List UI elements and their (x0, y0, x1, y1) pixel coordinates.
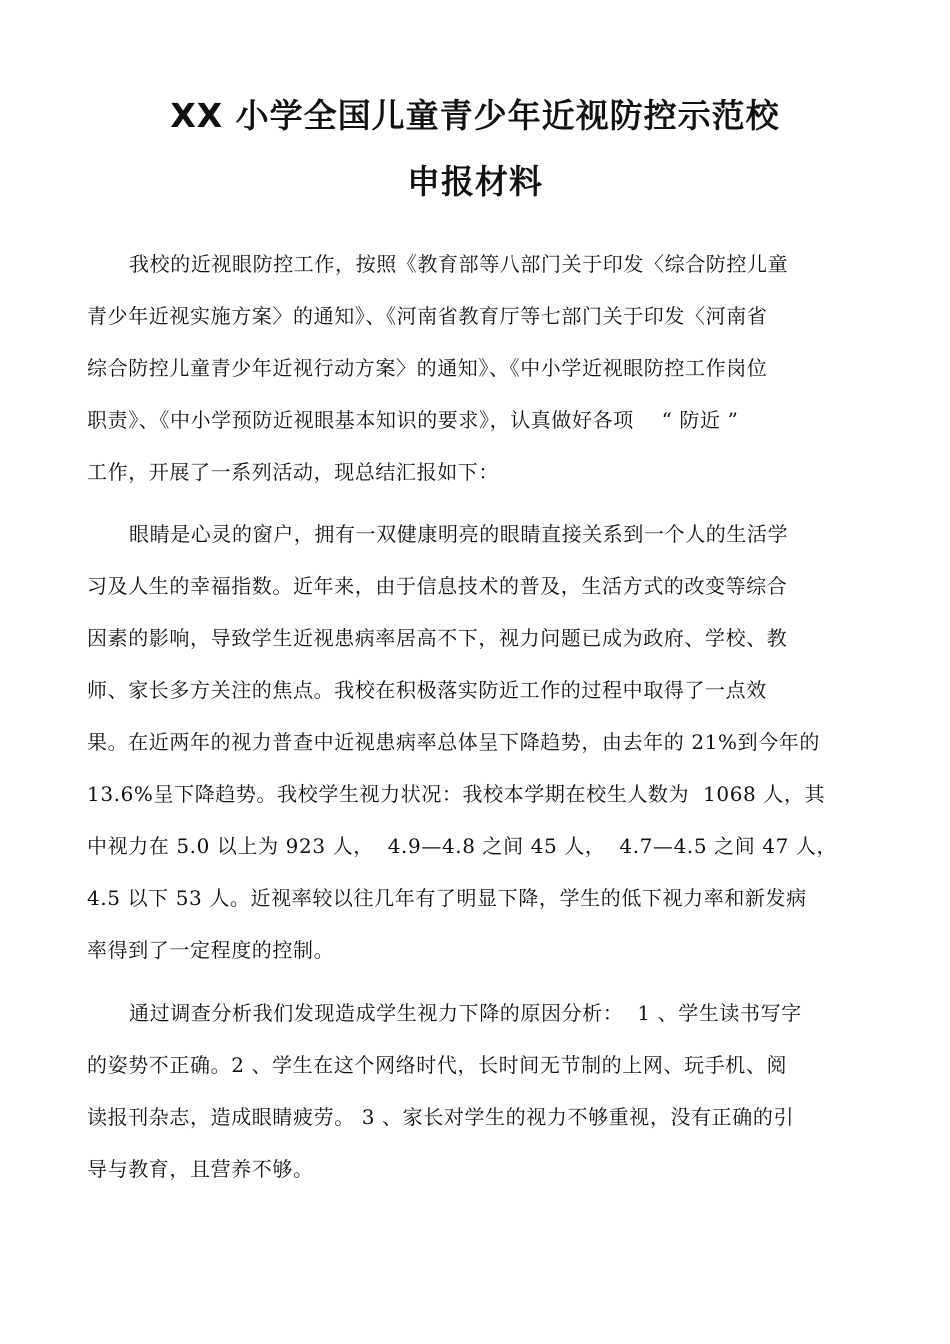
paragraph-vision-status (87, 508, 867, 976)
paragraph-line: 习及人生的幸福指数。近年来，由于信息技术的普及，生活方式的改变等综合 (87, 574, 788, 598)
document-title: XX 小学全国儿童青少年近视防控示范校 (170, 96, 780, 135)
paragraph-line: 导与教育，且营养不够。 (87, 1157, 314, 1181)
paragraph-line: 眼睛是心灵的窗户，拥有一双健康明亮的眼睛直接关系到一个人的生活学 (129, 522, 789, 546)
paragraph-line: 青少年近视实施方案〉的通知》、《河南省教育厅等七部门关于印发〈河南省 (87, 304, 768, 328)
paragraph-line: 我校的近视眼防控工作，按照《教育部等八部门关于印发〈综合防控儿童 (129, 252, 789, 276)
paragraph-line: 因素的影响，导致学生近视患病率居高不下，视力问题已成为政府、学校、教 (87, 626, 788, 650)
paragraph-line: 率得到了一定程度的控制。 (87, 938, 335, 962)
paragraph-line: 职责》、《中小学预防近视眼基本知识的要求》，认真做好各项 “ 防近 ” (87, 408, 739, 432)
paragraph-line: 果。在近两年的视力普查中近视患病率总体呈下降趋势，由去年的 21%到今年的 (87, 730, 821, 754)
document-subtitle: 申报材料 (407, 162, 543, 201)
paragraph-intro (87, 238, 867, 498)
paragraph-line: 师、家长多方关注的焦点。我校在积极落实防近工作的过程中取得了一点效 (87, 678, 767, 702)
paragraph-line: 中视力在 5.0 以上为 923 人， 4.9—4.8 之间 45 人， 4.7—4.5 之间 47 人， (87, 834, 838, 858)
paragraph-line: 工作，开展了一系列活动，现总结汇报如下： (87, 460, 499, 484)
paragraph-line: 读报刊杂志，造成眼睛疲劳。 3 、家长对学生的视力不够重视，没有正确的引 (87, 1105, 795, 1129)
paragraph-causes (87, 987, 867, 1195)
paragraph-line: 综合防控儿童青少年近视行动方案〉的通知》、《中小学近视眼防控工作岗位 (87, 356, 768, 380)
paragraph-line: 的姿势不正确。2 、学生在这个网络时代，长时间无节制的上网、玩手机、阅 (87, 1053, 788, 1077)
paragraph-line: 4.5 以下 53 人。近视率较以往几年有了明显下降，学生的低下视力率和新发病 (87, 886, 807, 910)
paragraph-line: 13.6%呈下降趋势。我校学生视力状况：我校本学期在校生人数为 1068 人，其 (87, 782, 826, 806)
paragraph-line: 通过调查分析我们发现造成学生视力下降的原因分析： 1 、学生读书写字 (129, 1001, 802, 1025)
